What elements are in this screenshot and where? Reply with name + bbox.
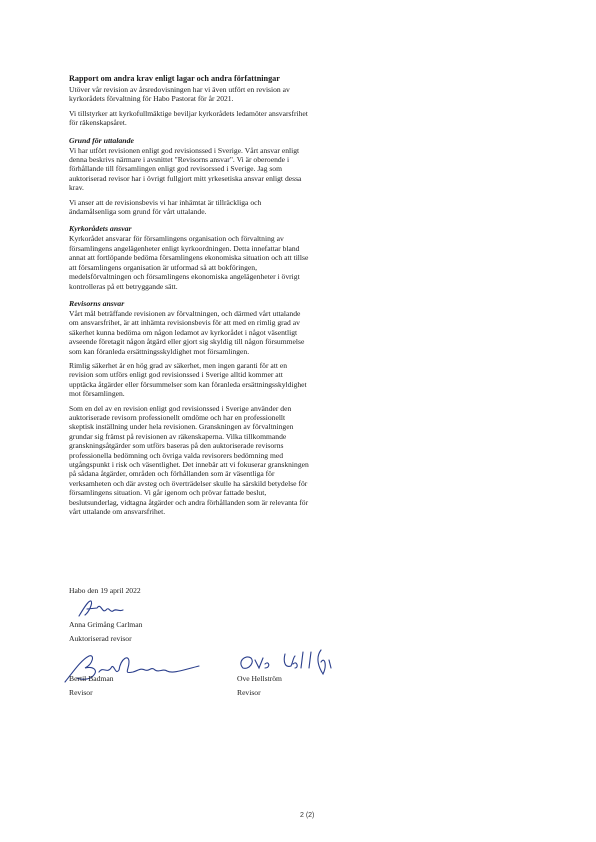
intro-paragraph-2: Vi tillstyrker att kyrkofullmäktige beviljar kyrkorådets ledamöter ansvarsfrihet för räkenskapsåret. — [69, 108, 308, 128]
intro-paragraph-1: Utöver vår revision av årsredovisningen har vi även utfört en revision av kyrkorådets förvaltning för Habo Pastorat för år 2021. — [69, 85, 290, 104]
section-revisorn-paragraph-2: Rimlig säkerhet är en hög grad av säkerhet, men ingen garanti för att en revision som utförs enligt god revisionssed i Sverige alltid kommer att upptäcka åtgärder eller försummelser som kan föranleda ersättningsskyldighet mot församlingen. — [69, 360, 307, 399]
section-revisorn-paragraph-1: Vårt mål beträffande revisionen av förvaltningen, och därmed vårt uttalande om ansvarsfrihet, är att inhämta revisionsbevis för att med en rimlig grad av säkerhet kunna bedöma om någon ledamot av kyrkorådet i något väsentligt avseende företagit någon åtgärd eller gjort sig skyldig till någon försummelse som kan föranleda ersättningsskyldighet mot församlingen. — [69, 308, 305, 356]
place-and-date: Habo den 19 april 2022 — [69, 586, 141, 595]
page-number: 2 (2) — [300, 812, 315, 819]
signatory-2-title: Revisor — [69, 687, 93, 697]
section-heading-revisorn: Revisorns ansvar — [69, 298, 125, 308]
signatory-1-title: Auktoriserad revisor — [69, 633, 132, 643]
section-grund-paragraph-2: Vi anser att de revisionsbevis vi har inhämtat är tillräckliga och ändamålsenliga som grund för vårt uttalande. — [69, 197, 262, 217]
section-grund-paragraph-1: Vi har utfört revisionen enligt god revisionssed i Sverige. Vårt ansvar enligt denna beskrivs närmare i avsnittet "Revisorns ansvar". Vi är oberoende i förhållande till församlingen enligt god revisorssed i Sverige. Jag som auktoriserad revisor har i övrigt fullgjort mitt yrkesetiska ansvar enligt dessa krav. — [69, 145, 302, 193]
section-heading-grund: Grund för uttalande — [69, 135, 134, 145]
handwritten-signature-1 — [75, 598, 135, 620]
signatory-1-name: Anna Grimång Carlman — [69, 620, 143, 629]
report-heading: Rapport om andra krav enligt lagar och andra författningar — [69, 74, 280, 83]
section-heading-kyrkoradet: Kyrkorådets ansvar — [69, 224, 132, 234]
signatory-2-name: Bertil Badman — [69, 674, 114, 683]
report-body — [69, 74, 309, 521]
section-revisorn-paragraph-3: Som en del av en revision enligt god revisionssed i Sverige använder den auktoriserade revisorn professionellt omdöme och har en professionellt skeptisk inställning under hela revisionen. Granskningen av förvaltningen grundar sig främst på revisionen av räkenskaperna. Vilka tillkommande granskningsåtgärder som utförs baseras på den auktoriserade revisorns professionella bedömning och övriga valda revisorers bedömning med utgångspunkt i risk och väsentlighet. Det innebär att vi fokuserar granskningen på sådana åtgärder, områden och förhållanden som är väsentliga för verksamheten och där avsteg och överträdelser skulle ha särskild betydelse för församlingens situation. Vi går igenom och prövar fattade beslut, beslutsunderlag, vidtagna åtgärder och andra förhållanden som är relevanta för vårt uttalande om ansvarsfrihet. — [69, 403, 309, 517]
signatory-3-name: Ove Hellström — [237, 674, 282, 683]
section-kyrkoradet-paragraph-1: Kyrkorådet ansvarar för församlingens organisation och förvaltning av församlingens angelägenheter enligt kyrkoordningen. Detta innefattar bland annat att fortlöpande bedöma församlingens ekonomiska situation och att tillse att församlingens organisation är utformad så att bokföringen, medelsförvaltningen och församlingens ekonomiska angelägenheter i övrigt kontrolleras på ett betryggande sätt. — [69, 234, 309, 291]
signatory-3-title: Revisor — [237, 687, 261, 697]
